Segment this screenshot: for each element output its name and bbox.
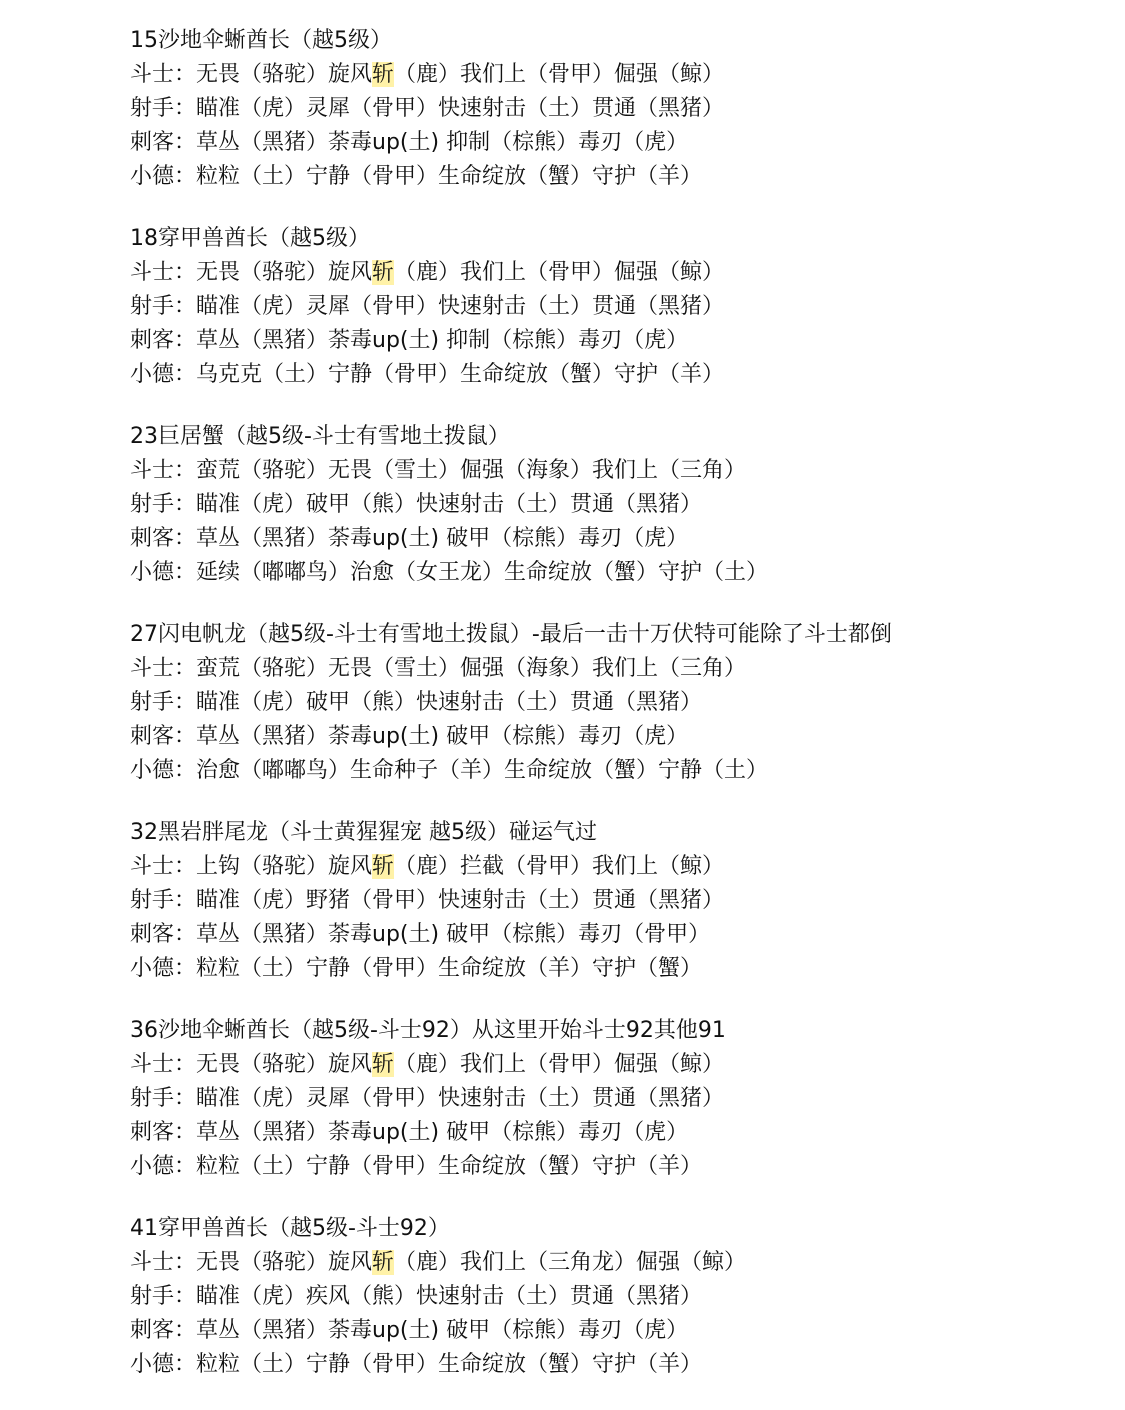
team-line — [130, 884, 1115, 918]
team-line — [130, 160, 1115, 194]
line-text-rest: （鹿）我们上（骨甲）倔强（鲸） — [394, 62, 725, 87]
strategy-section — [130, 24, 1115, 194]
line-text: 斗士：无畏（骆驼）旋风 — [130, 260, 373, 285]
line-text: 射手：瞄准（虎）野猪（骨甲）快速射击（土）贯通（黑猪） — [130, 888, 725, 913]
team-line — [130, 918, 1115, 952]
team-line — [130, 522, 1115, 556]
line-text: 射手：瞄准（虎）灵犀（骨甲）快速射击（土）贯通（黑猪） — [130, 1086, 725, 1111]
line-text: 斗士：无畏（骆驼）旋风 — [130, 1250, 373, 1275]
line-text: 小德：粒粒（土）宁静（骨甲）生命绽放（羊）守护（蟹） — [130, 956, 703, 981]
line-text: 射手：瞄准（虎）破甲（熊）快速射击（土）贯通（黑猪） — [130, 690, 703, 715]
highlighted-char: 斩 — [372, 260, 395, 285]
highlighted-char: 斩 — [372, 854, 395, 879]
line-text: 刺客：草丛（黑猪）荼毒up(土) 破甲（棕熊）毒刃（虎） — [130, 1318, 689, 1343]
line-text: 射手：瞄准（虎）破甲（熊）快速射击（土）贯通（黑猪） — [130, 492, 703, 517]
team-line — [130, 126, 1115, 160]
line-text: 斗士：无畏（骆驼）旋风 — [130, 62, 373, 87]
line-text: 斗士：蛮荒（骆驼）无畏（雪土）倔强（海象）我们上（三角） — [130, 458, 747, 483]
line-text: 小德：治愈（嘟嘟鸟）生命种子（羊）生命绽放（蟹）宁静（土） — [130, 758, 769, 783]
team-line — [130, 324, 1115, 358]
line-text: 刺客：草丛（黑猪）荼毒up(土) 破甲（棕熊）毒刃（虎） — [130, 1120, 689, 1145]
team-line — [130, 1150, 1115, 1184]
team-line — [130, 720, 1115, 754]
highlighted-char: 斩 — [372, 1052, 395, 1077]
team-line — [130, 1048, 1115, 1082]
line-text-rest: （鹿）我们上（骨甲）倔强（鲸） — [394, 260, 725, 285]
line-text-rest: （鹿）我们上（三角龙）倔强（鲸） — [394, 1250, 747, 1275]
team-line — [130, 952, 1115, 986]
team-line — [130, 454, 1115, 488]
team-line — [130, 290, 1115, 324]
line-text: 刺客：草丛（黑猪）荼毒up(土) 破甲（棕熊）毒刃（虎） — [130, 526, 689, 551]
line-text: 刺客：草丛（黑猪）荼毒up(土) 抑制（棕熊）毒刃（虎） — [130, 328, 689, 353]
line-text: 斗士：无畏（骆驼）旋风 — [130, 1052, 373, 1077]
line-text: 射手：瞄准（虎）灵犀（骨甲）快速射击（土）贯通（黑猪） — [130, 294, 725, 319]
highlighted-char: 斩 — [372, 62, 395, 87]
team-line — [130, 358, 1115, 392]
team-line — [130, 754, 1115, 788]
line-text: 射手：瞄准（虎）灵犀（骨甲）快速射击（土）贯通（黑猪） — [130, 96, 725, 121]
strategy-section — [130, 816, 1115, 986]
section-title: 27闪电帆龙（越5级-斗士有雪地土拨鼠）-最后一击十万伏特可能除了斗士都倒 — [130, 622, 892, 647]
team-line — [130, 92, 1115, 126]
line-text: 斗士：蛮荒（骆驼）无畏（雪土）倔强（海象）我们上（三角） — [130, 656, 747, 681]
line-text: 刺客：草丛（黑猪）荼毒up(土) 破甲（棕熊）毒刃（骨甲） — [130, 922, 711, 947]
team-line — [130, 556, 1115, 590]
section-title: 15沙地伞蜥酋长（越5级） — [130, 28, 392, 53]
team-line — [130, 1280, 1115, 1314]
strategy-section — [130, 1014, 1115, 1184]
line-text: 刺客：草丛（黑猪）荼毒up(土) 破甲（棕熊）毒刃（虎） — [130, 724, 689, 749]
team-line — [130, 1314, 1115, 1348]
team-line — [130, 1116, 1115, 1150]
team-line — [130, 686, 1115, 720]
line-text: 刺客：草丛（黑猪）荼毒up(土) 抑制（棕熊）毒刃（虎） — [130, 130, 689, 155]
line-text: 小德：乌克克（土）宁静（骨甲）生命绽放（蟹）守护（羊） — [130, 362, 725, 387]
team-line — [130, 256, 1115, 290]
section-title: 23巨居蟹（越5级-斗士有雪地土拨鼠） — [130, 424, 510, 449]
team-line — [130, 1082, 1115, 1116]
line-text: 小德：粒粒（土）宁静（骨甲）生命绽放（蟹）守护（羊） — [130, 1352, 703, 1377]
strategy-section — [130, 222, 1115, 392]
strategy-section — [130, 1212, 1115, 1382]
line-text: 射手：瞄准（虎）疾风（熊）快速射击（土）贯通（黑猪） — [130, 1284, 703, 1309]
line-text: 小德：粒粒（土）宁静（骨甲）生命绽放（蟹）守护（羊） — [130, 1154, 703, 1179]
line-text: 斗士：上钩（骆驼）旋风 — [130, 854, 373, 879]
strategy-section — [130, 420, 1115, 590]
line-text: 小德：延续（嘟嘟鸟）治愈（女王龙）生命绽放（蟹）守护（土） — [130, 560, 769, 585]
section-title: 36沙地伞蜥酋长（越5级-斗士92）从这里开始斗士92其他91 — [130, 1018, 726, 1043]
line-text-rest: （鹿）拦截（骨甲）我们上（鲸） — [394, 854, 725, 879]
team-line — [130, 1246, 1115, 1280]
team-line — [130, 850, 1115, 884]
document-body — [130, 24, 1115, 1410]
team-line — [130, 1348, 1115, 1382]
strategy-section — [130, 618, 1115, 788]
section-title: 32黑岩胖尾龙（斗士黄猩猩宠 越5级）碰运气过 — [130, 820, 597, 845]
section-title: 41穿甲兽酋长（越5级-斗士92） — [130, 1216, 450, 1241]
line-text-rest: （鹿）我们上（骨甲）倔强（鲸） — [394, 1052, 725, 1077]
team-line — [130, 58, 1115, 92]
team-line — [130, 488, 1115, 522]
line-text: 小德：粒粒（土）宁静（骨甲）生命绽放（蟹）守护（羊） — [130, 164, 703, 189]
highlighted-char: 斩 — [372, 1250, 395, 1275]
section-title: 18穿甲兽酋长（越5级） — [130, 226, 370, 251]
team-line — [130, 652, 1115, 686]
